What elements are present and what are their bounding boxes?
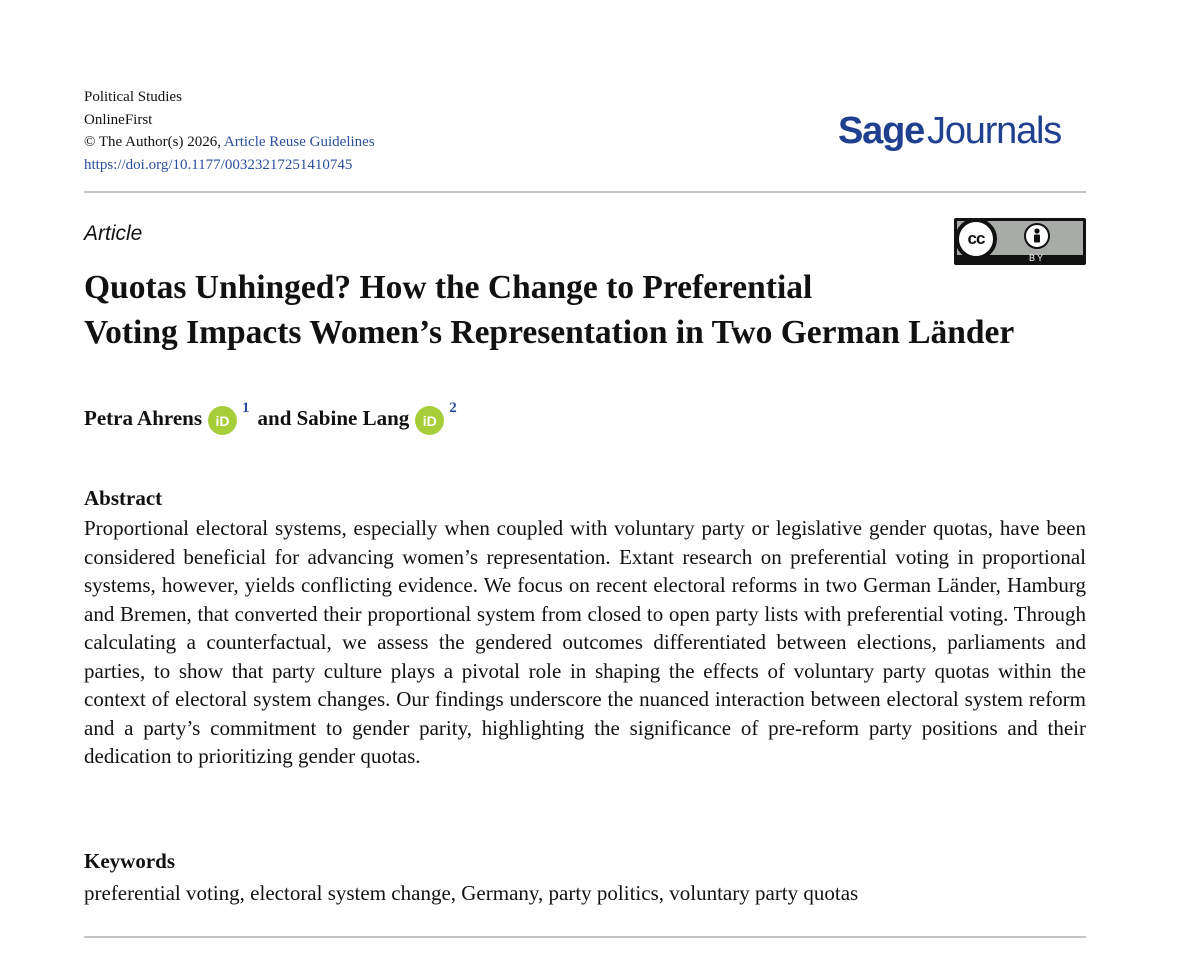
article-type-label: Article bbox=[84, 222, 143, 245]
publication-status: OnlineFirst bbox=[84, 111, 153, 128]
author-list bbox=[84, 400, 465, 433]
cc-icon: cc bbox=[955, 218, 997, 260]
author-name-2[interactable]: Sabine Lang bbox=[296, 406, 410, 430]
copyright-line bbox=[84, 131, 375, 154]
title-line-2: Voting Impacts Women’s Representation in Two German Länder bbox=[84, 313, 1015, 351]
article-title bbox=[84, 266, 1094, 355]
by-label: BY bbox=[1029, 253, 1046, 263]
title-line-1: Quotas Unhinged? How the Change to Preferential bbox=[84, 269, 813, 306]
cc-by-license-badge[interactable] bbox=[954, 218, 1086, 265]
sage-journals-logo[interactable] bbox=[838, 110, 1061, 153]
doi-link[interactable]: https://doi.org/10.1177/00323217251410745 bbox=[84, 156, 353, 173]
orcid-icon[interactable]: iD bbox=[415, 406, 444, 435]
keywords-text: preferential voting, electoral system change, Germany, party politics, voluntary party quotas bbox=[84, 881, 859, 905]
affiliation-marker-2[interactable]: 2 bbox=[449, 400, 457, 416]
keywords-heading: Keywords bbox=[84, 849, 175, 873]
affiliation-marker-1[interactable]: 1 bbox=[242, 400, 250, 416]
logo-word-sage: Sage bbox=[838, 110, 925, 152]
article-reuse-link[interactable]: Article Reuse Guidelines bbox=[223, 134, 375, 150]
abstract-heading: Abstract bbox=[84, 486, 163, 510]
author-connector: and bbox=[257, 406, 292, 430]
footer-divider bbox=[84, 936, 1086, 938]
author-name-1[interactable]: Petra Ahrens bbox=[84, 406, 203, 430]
copyright-text: © The Author(s) 2026, bbox=[84, 134, 224, 150]
logo-word-journals: Journals bbox=[927, 110, 1062, 152]
journal-name: Political Studies bbox=[84, 89, 182, 105]
journal-meta bbox=[84, 86, 375, 176]
orcid-icon[interactable]: iD bbox=[208, 406, 237, 435]
attribution-icon bbox=[1024, 223, 1050, 249]
header-divider bbox=[84, 191, 1086, 193]
abstract-text: Proportional electoral systems, especially when coupled with voluntary party or legislative gender quotas, have been considered beneficial for advancing women’s representation. Extant research on preferential voting in proportional systems, however, yields conflicting evidence. We focus on recent electoral reforms in two German Länder, Hamburg and Bremen, that converted their proportional system from closed to open party lists with preferential voting. Through calculating a counterfactual, we assess the gendered outcomes differentiated between elections, parliaments and parties, to show that party culture plays a pivotal role in shaping the effects of voluntary party quotas within the context of electoral system changes. Our findings underscore the nuanced interaction between electoral system reform and a party’s commitment to gender parity, highlighting the significance of pre-reform party positions and their dedication to prioritizing gender quotas. bbox=[84, 516, 1086, 768]
